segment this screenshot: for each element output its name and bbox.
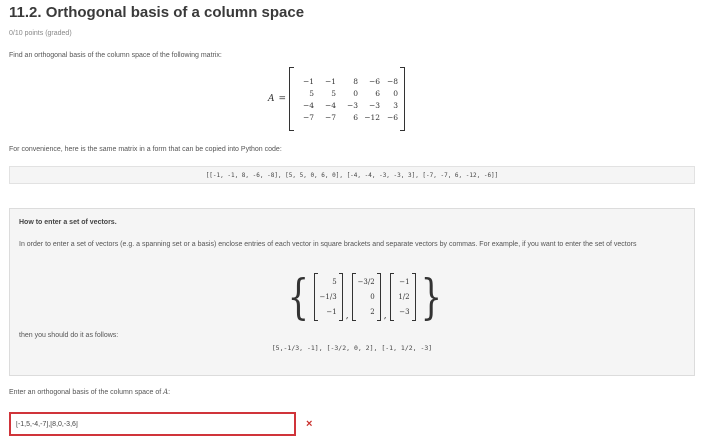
vector-entry: 2 [370,308,375,317]
matrix-cell: −12 [364,112,381,122]
matrix-cell: −3 [346,100,359,110]
help-panel [9,208,695,376]
vector-right-bracket [412,273,416,321]
matrix-cell: −7 [324,112,337,122]
python-code-box[interactable]: [[-1, -1, 8, -6, -8], [5, 5, 0, 6, 0], [-4, -4, -3, -3, 3], [-7, -7, 6, -12, -6]] [9,166,695,184]
example-vector [352,273,381,321]
answer-prompt-var: A [163,388,169,396]
matrix-cell: 6 [375,88,381,98]
help-then-text: then you should do it as follows: [19,332,119,339]
vector-separator: , [345,311,349,321]
matrix-cell: −6 [368,76,381,86]
matrix-cell: 6 [353,112,359,122]
points-status: 0/10 points (graded) [9,30,72,37]
problem-instruction: Find an orthogonal basis of the column space of the following matrix: [9,52,222,59]
example-vector [390,273,416,321]
answer-prompt [9,388,170,396]
matrix-display [268,66,405,132]
vector-entry: −3 [399,308,410,317]
answer-input[interactable] [9,412,296,436]
vector-entry: −1 [326,308,337,317]
matrix-cell: −1 [324,76,337,86]
matrix-cell: 8 [353,76,359,86]
matrix-grid [294,77,400,122]
matrix-cell: −7 [302,112,315,122]
matrix-cell: −4 [324,100,337,110]
right-brace: } [420,269,442,325]
vector-right-bracket [377,273,381,321]
matrix-cell: −8 [386,76,399,86]
help-example-code: [5,-1/3, -1], [-3/2, 0, 2], [-1, 1/2, -3] [271,344,433,352]
help-text: In order to enter a set of vectors (e.g. a spanning set or a basis) enclose entries of each vector in square brackets and separate vectors by commas. For example, if you want to enter the set of vectors [19,241,637,248]
vector-entry: −1 [399,277,410,286]
matrix-cell: −3 [368,100,381,110]
incorrect-icon: × [306,418,313,430]
matrix-cell: −4 [302,100,315,110]
equals-sign: = [278,94,287,104]
vector-entry: 5 [332,277,337,286]
answer-prompt-end: : [168,389,171,396]
matrix-label: A [268,94,275,104]
answer-prompt-text: Enter an orthogonal basis of the column space of [9,389,162,396]
example-vector [314,273,343,321]
vector-separator: , [383,311,387,321]
left-brace: { [287,269,309,325]
matrix-cell: 3 [393,100,399,110]
vector-entry: 0 [370,292,375,301]
help-title: How to enter a set of vectors. [19,219,117,226]
vector-entries [318,274,339,320]
vector-set-example [283,267,446,327]
matrix-cell: 5 [309,88,315,98]
matrix-cell: −1 [302,76,315,86]
python-intro: For convenience, here is the same matrix in a form that can be copied into Python code: [9,146,282,153]
vector-entries [356,274,377,320]
matrix-cell: 5 [331,88,337,98]
vector-entries [394,274,412,320]
matrix-cell: 0 [353,88,359,98]
vector-entry: −1/3 [319,292,337,301]
page-title: 11.2. Orthogonal basis of a column space [9,4,305,21]
matrix-cell: −6 [386,112,399,122]
vector-right-bracket [339,273,343,321]
vector-entry: −3/2 [357,277,375,286]
matrix-cell: 0 [393,88,399,98]
right-bracket [400,67,405,131]
vector-entry: 1/2 [398,292,410,301]
